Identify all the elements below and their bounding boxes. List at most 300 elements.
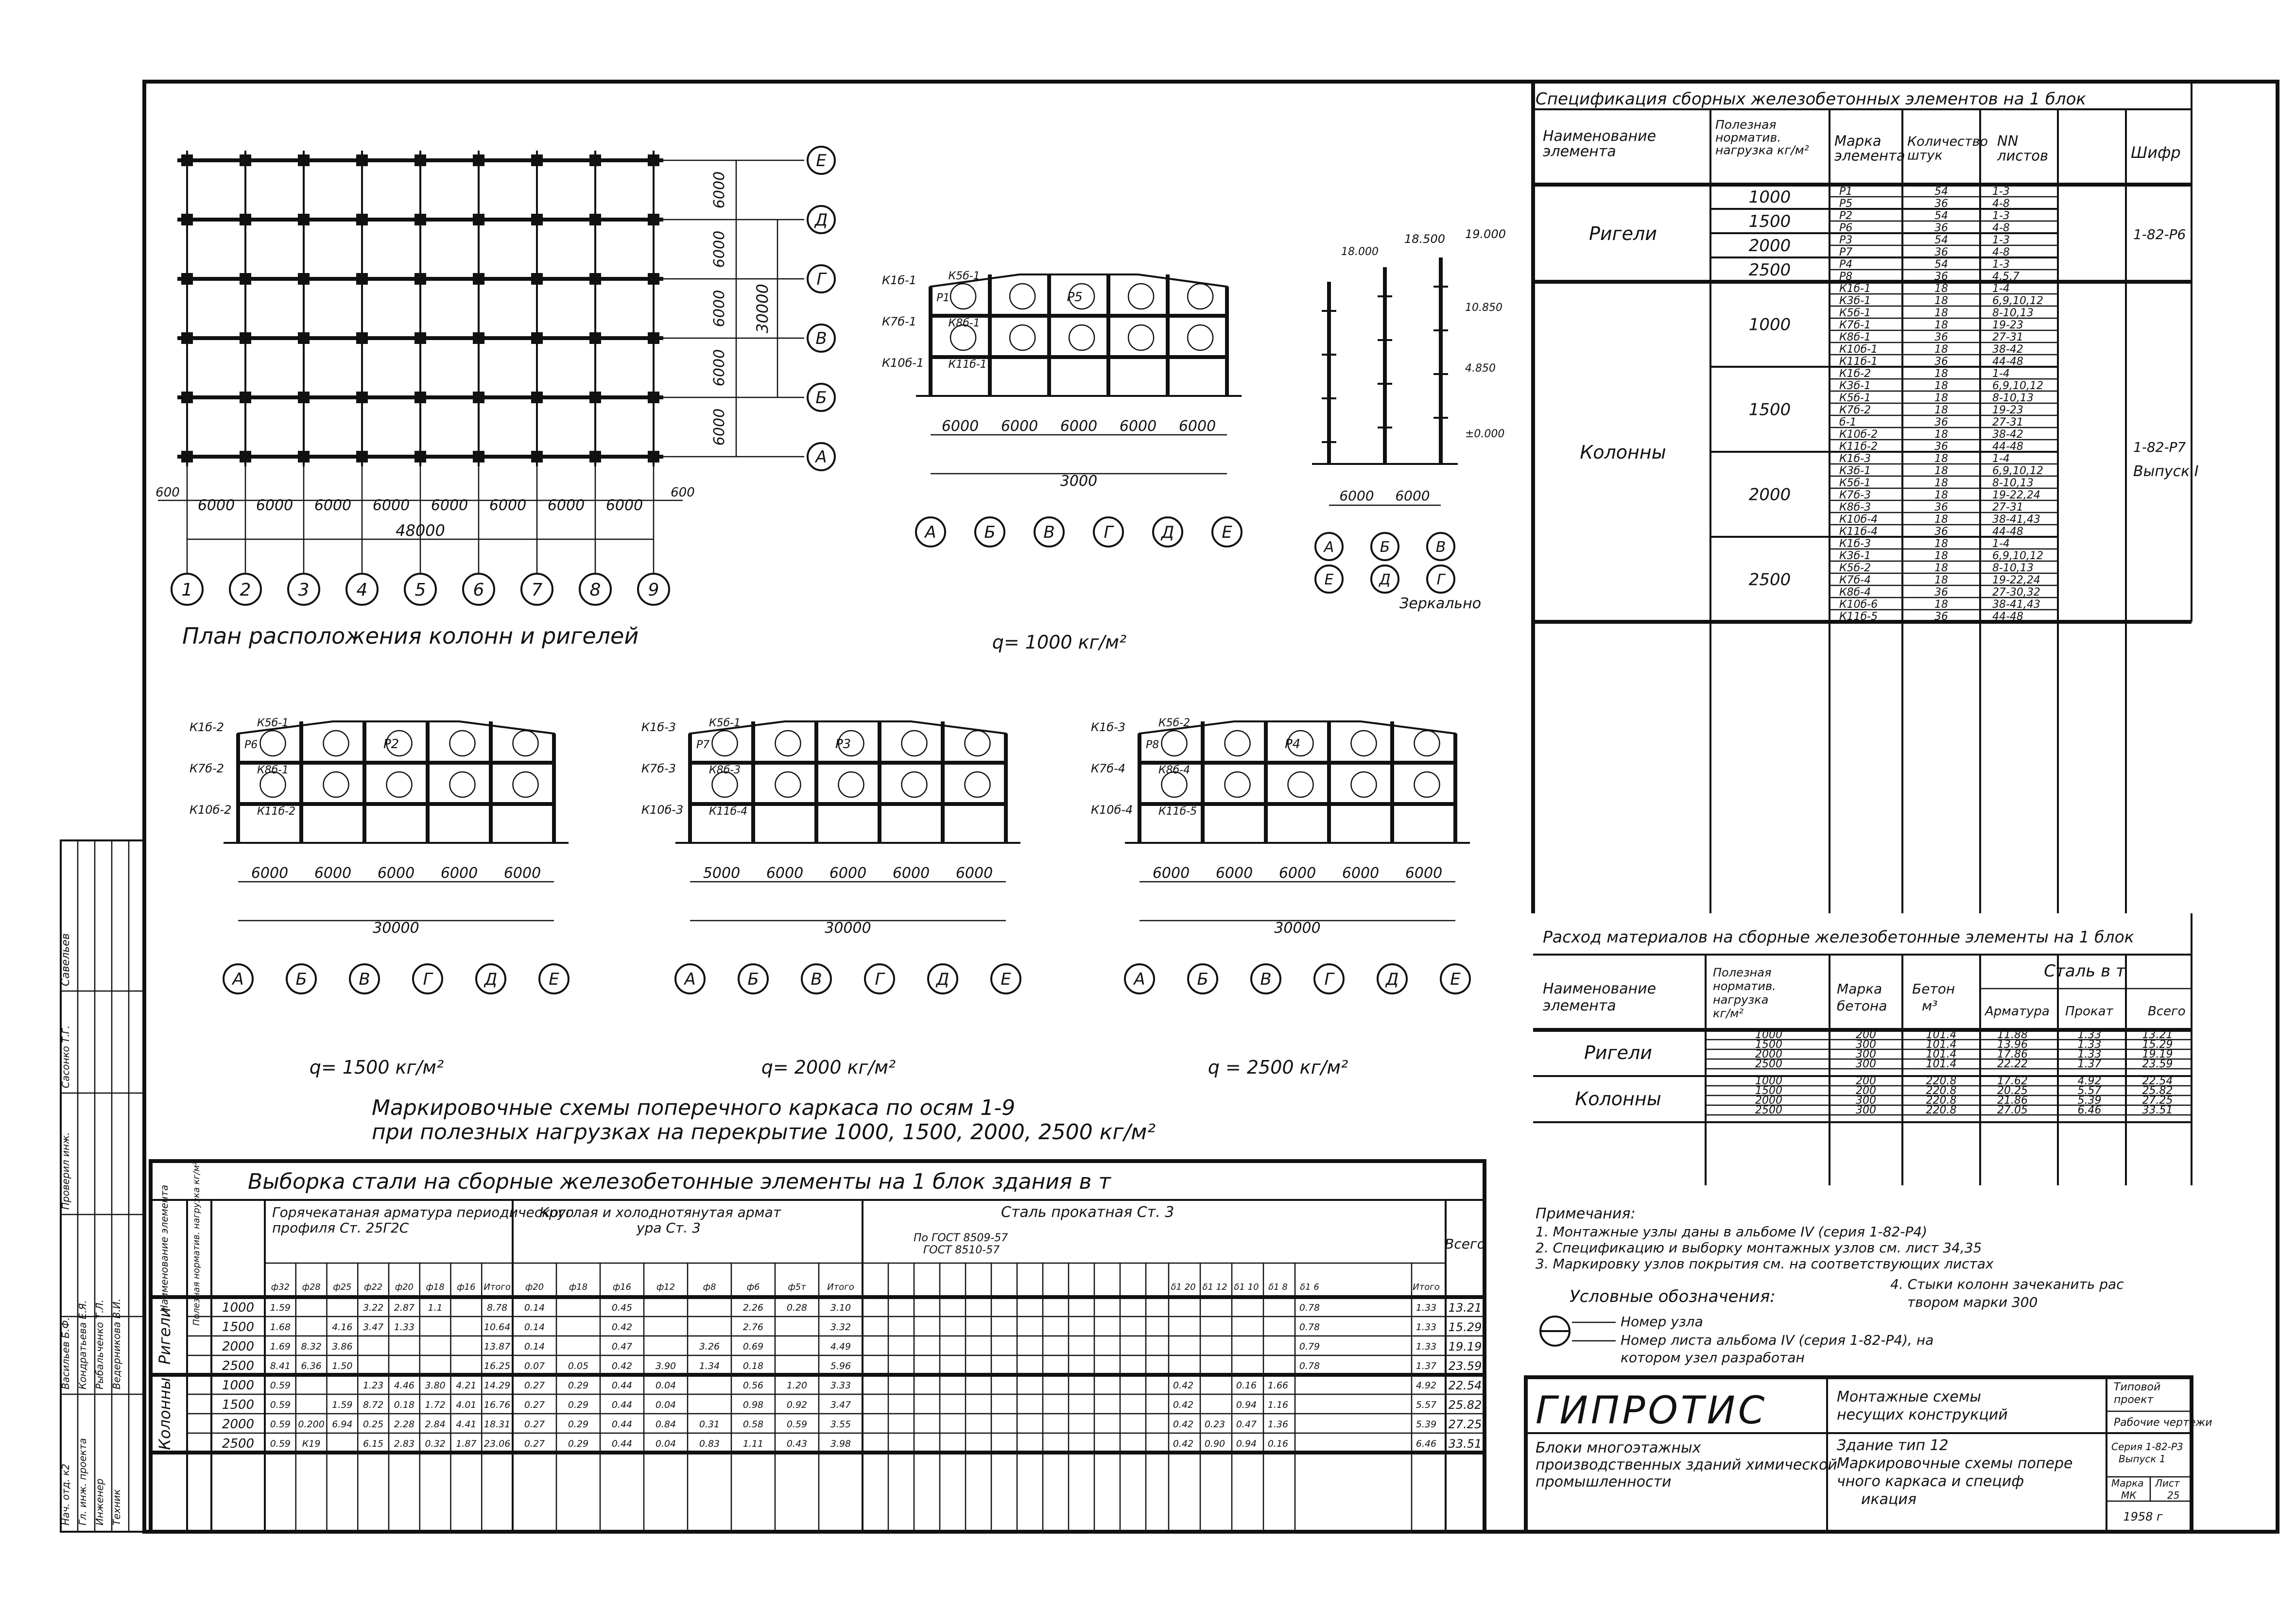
spec-cell-load: 2000 <box>1748 236 1791 256</box>
frame2-dim: 6000 <box>955 865 993 882</box>
steel-cell: 0.59 <box>270 1400 291 1410</box>
side-level: 18.500 <box>1404 232 1445 246</box>
frame3-dim: 6000 <box>1405 865 1443 882</box>
steel-sub-header: ф28 <box>302 1282 321 1292</box>
outer-border <box>144 82 2278 1532</box>
spec-cell-sheets: 8-10,13 <box>1992 562 2034 574</box>
steel-cell: 0.56 <box>742 1380 764 1391</box>
side-stamp-name: Васильев Б.Ф. <box>60 1317 71 1389</box>
steel-cell: 0.78 <box>1299 1322 1320 1333</box>
plan-col-axis-label: 8 <box>589 580 601 600</box>
side-dim: 6000 <box>1339 488 1374 504</box>
plan-column <box>181 332 193 344</box>
spec-cell-qty: 18 <box>1934 343 1948 356</box>
steel-cell: 0.94 <box>1236 1400 1257 1410</box>
mat-cell: 101.4 <box>1926 1029 1957 1041</box>
steel-cell: 0.16 <box>1267 1438 1289 1449</box>
stamp-title2: чного каркаса и специф <box>1837 1473 2024 1490</box>
steel-cell-load: 1500 <box>222 1398 255 1412</box>
plan-column <box>181 273 193 285</box>
plan-column <box>356 392 368 403</box>
plan-column <box>181 214 193 225</box>
stamp-marka: МК <box>2121 1489 2137 1501</box>
frame3-col-label: К11б-5 <box>1158 805 1197 818</box>
mat-cell: 300 <box>1856 1058 1876 1070</box>
steel-cell: 2.87 <box>394 1302 415 1313</box>
steel-cell: 1.1 <box>428 1302 443 1313</box>
spec-cell-sheets: 38-42 <box>1992 428 2023 441</box>
notes-title: Примечания: <box>1536 1205 1636 1222</box>
frame2-node-mark <box>776 772 801 797</box>
mat-cell: 1000 <box>1755 1029 1782 1041</box>
spec-cell-sheets: 4-8 <box>1992 222 2010 234</box>
frame1-node-mark <box>324 731 349 756</box>
steel-cell: 0.98 <box>742 1400 764 1410</box>
mat-cell: 1.33 <box>2077 1039 2102 1051</box>
spec-cell-qty: 18 <box>1934 295 1948 307</box>
plan-column <box>414 451 426 462</box>
mat-cell: 2500 <box>1755 1058 1782 1070</box>
steel-cell-load: 1000 <box>222 1300 255 1315</box>
steel-cell: 14.29 <box>483 1380 511 1391</box>
mat-cell: 20.25 <box>1997 1085 2028 1097</box>
steel-cell: 1.33 <box>1416 1322 1437 1333</box>
steel-sub-header: ф5т <box>788 1282 806 1292</box>
steel-cell: К19 <box>302 1438 321 1449</box>
steel-table <box>151 1161 1485 1532</box>
spec-header: листов <box>1997 147 2049 164</box>
steel-cell: 3.55 <box>830 1419 851 1430</box>
steel-cell: 3.33 <box>830 1380 851 1391</box>
steel-cell: 1.68 <box>270 1322 291 1333</box>
frame2-col-label: К8б-3 <box>709 764 741 776</box>
spec-cell-mark: К3б-1 <box>1839 380 1871 392</box>
frame3-col-label: К7б-4 <box>1091 762 1126 775</box>
plan-column <box>531 154 543 166</box>
steel-cell: 0.78 <box>1299 1302 1320 1313</box>
spec-cell-load: 2500 <box>1748 260 1791 280</box>
steel-cell: 8.72 <box>363 1400 384 1410</box>
column-plan <box>155 147 835 649</box>
plan-col-axis-label: 3 <box>298 580 310 600</box>
steel-cell: 0.42 <box>1173 1380 1194 1391</box>
mat-cell: 2000 <box>1755 1095 1782 1107</box>
plan-dim-y: 6000 <box>711 349 728 387</box>
spec-header: нагрузка кг/м² <box>1715 143 1809 157</box>
frame1-axis-label: В <box>359 970 370 990</box>
steel-cell: 13.87 <box>483 1341 511 1352</box>
frame1-node-mark <box>387 772 412 797</box>
spec-cell-qty: 18 <box>1934 477 1948 489</box>
steel-cell: 0.59 <box>270 1438 291 1449</box>
spec-cell-mark: Р3 <box>1839 234 1853 246</box>
frame1-dim: 6000 <box>503 865 541 882</box>
sheet-border <box>144 82 2278 1532</box>
frame2-axis-label: Г <box>875 970 884 990</box>
frame2-col-label: К11б-4 <box>709 805 748 818</box>
steel-cell: 0.42 <box>1173 1419 1194 1430</box>
steel-cell-load: 1500 <box>222 1320 255 1334</box>
stamp-series: Серия 1-82-Р3 <box>2111 1441 2183 1453</box>
mat-header: Арматура <box>1985 1004 2050 1019</box>
spec-cell-sheets: 4-8 <box>1992 198 2010 210</box>
steel-cell: 0.44 <box>611 1438 633 1449</box>
spec-cell-sheets: 38-41,43 <box>1992 599 2040 611</box>
steel-cell: 0.29 <box>568 1419 589 1430</box>
plan-row-axis-label: Д <box>814 210 828 230</box>
frame3-node-mark <box>1225 731 1250 756</box>
steel-cell: 4.46 <box>394 1380 415 1391</box>
steel-group-name: Ригели <box>155 1307 174 1365</box>
legend-item: котором узел разработан <box>1621 1350 1805 1366</box>
spec-cell-sheets: 44-48 <box>1992 441 2023 453</box>
steel-header: Полезная норматив. нагрузка кг/м² <box>191 1162 202 1326</box>
steel-header: ГОСТ 8510-57 <box>923 1244 1000 1256</box>
side-level: 4.850 <box>1465 362 1496 375</box>
spec-cell-qty: 36 <box>1934 501 1948 513</box>
steel-cell: 0.44 <box>611 1380 633 1391</box>
note-item: 4. Стыки колонн зачеканить рас <box>1890 1276 2124 1292</box>
spec-table <box>1533 82 2199 913</box>
frame3-col-label: К8б-4 <box>1158 764 1191 776</box>
spec-shifr: 1-82-Р7 <box>2133 439 2186 455</box>
steel-cell: 3.47 <box>363 1322 384 1333</box>
plan-col-axis-label: 5 <box>414 580 426 600</box>
frame2-node-mark <box>902 731 927 756</box>
mat-cell: 1.33 <box>2077 1048 2102 1061</box>
side-stamp-role: Гл. инж. проекта <box>77 1438 88 1525</box>
steel-cell: 23.06 <box>483 1438 511 1449</box>
steel-sub-header: ф8 <box>703 1282 716 1292</box>
frame1-node-mark <box>513 772 538 797</box>
steel-cell: 0.18 <box>742 1361 764 1371</box>
frame1-dim: 6000 <box>251 865 289 882</box>
frame2-axis-label: Д <box>936 970 949 990</box>
spec-cell-qty: 54 <box>1934 234 1948 246</box>
frame3-axis-label: Б <box>1197 970 1208 990</box>
steel-cell: 1.37 <box>1416 1361 1437 1371</box>
steel-cell: 4.49 <box>830 1341 851 1352</box>
mat-cell: 1.33 <box>2077 1029 2102 1041</box>
note-item: 3. Маркировку узлов покрытия см. на соответствующих листах <box>1536 1256 1994 1272</box>
spec-cell-mark: К3б-1 <box>1839 295 1871 307</box>
plan-column <box>648 214 659 225</box>
mat-cell: 200 <box>1856 1029 1876 1041</box>
plan-row-axis-label: Е <box>816 151 827 171</box>
spec-cell-mark: К11б-2 <box>1839 441 1878 453</box>
steel-group-name: Колонны <box>155 1377 174 1450</box>
spec-cell-sheets: 27-30,32 <box>1992 586 2040 599</box>
plan-column <box>298 273 310 285</box>
frame2-beam-label: Р7 <box>696 739 710 751</box>
plan-col-axis-label: 1 <box>181 580 193 600</box>
steel-cell: 6.15 <box>363 1438 384 1449</box>
mat-cell: 1.37 <box>2077 1058 2102 1070</box>
frame1000-node-mark <box>950 284 976 309</box>
mat-cell: 300 <box>1856 1048 1876 1061</box>
steel-cell: 1.11 <box>742 1438 764 1449</box>
spec-group-name: Ригели <box>1589 223 1657 244</box>
stamp-type: Рабочие чертежи <box>2114 1417 2212 1429</box>
spec-cell-qty: 18 <box>1934 465 1948 477</box>
spec-group-name: Колонны <box>1580 442 1666 463</box>
steel-cell: 0.79 <box>1299 1341 1320 1352</box>
spec-cell-qty: 18 <box>1934 550 1948 562</box>
spec-cell-qty: 18 <box>1934 404 1948 416</box>
plan-column <box>240 273 251 285</box>
steel-cell: 8.78 <box>486 1302 508 1313</box>
steel-cell: 0.94 <box>1236 1438 1257 1449</box>
steel-cell: 2.84 <box>425 1419 446 1430</box>
steel-cell: 1.59 <box>332 1400 353 1410</box>
steel-cell: 0.42 <box>1173 1438 1194 1449</box>
plan-column <box>473 154 484 166</box>
spec-cell-sheets: 8-10,13 <box>1992 477 2034 489</box>
spec-cell-mark: К11б-4 <box>1839 526 1878 538</box>
frame2-node-mark <box>776 731 801 756</box>
plan-column <box>589 332 601 344</box>
plan-column <box>589 273 601 285</box>
side-level: ±0.000 <box>1465 428 1505 440</box>
plan-caption: План расположения колонн и ригелей <box>182 623 639 649</box>
steel-cell: 5.39 <box>1416 1419 1437 1430</box>
steel-cell: 1.33 <box>394 1322 415 1333</box>
steel-cell: 1.69 <box>270 1341 291 1352</box>
plan-column <box>414 392 426 403</box>
frame2-dim: 6000 <box>892 865 930 882</box>
plan-column <box>356 273 368 285</box>
frame1000-total: 3000 <box>1060 473 1098 490</box>
frame3-load-caption: q = 2500 кг/м² <box>1208 1057 1348 1078</box>
steel-header: Всего <box>1445 1236 1485 1252</box>
steel-cell: 0.29 <box>568 1438 589 1449</box>
spec-cell-mark: К10б-4 <box>1839 513 1878 526</box>
plan-row-axis-label: В <box>815 329 827 349</box>
mat-cell: 21.86 <box>1997 1095 2028 1107</box>
steel-cell: 0.47 <box>1236 1419 1257 1430</box>
legend-item: Номер узла <box>1621 1314 1703 1330</box>
frame2-total: 30000 <box>825 920 871 937</box>
mat-cell: 1000 <box>1755 1075 1782 1087</box>
plan-column <box>240 392 251 403</box>
spec-cell-mark: К5б-1 <box>1839 392 1871 404</box>
side-level: 18.000 <box>1341 246 1379 258</box>
plan-column <box>648 332 659 344</box>
steel-cell: 0.07 <box>524 1361 545 1371</box>
side-stamp-name: Кондратьева Е.Я. <box>77 1300 88 1389</box>
frame1-dim: 6000 <box>377 865 415 882</box>
steel-cell: 0.05 <box>568 1361 589 1371</box>
steel-header: профиля Ст. 25Г2С <box>272 1220 409 1236</box>
frame3-node-mark <box>1415 772 1440 797</box>
mat-header: Марка <box>1837 981 1882 997</box>
frame1-axis-label: Г <box>423 970 432 990</box>
steel-sub-header: ф12 <box>656 1282 675 1292</box>
spec-cell-mark: К5б-1 <box>1839 307 1871 319</box>
side-axis-label: Е <box>1324 571 1334 588</box>
mat-header: Бетон <box>1912 981 1955 997</box>
spec-cell-sheets: 27-31 <box>1992 331 2023 343</box>
plan-dim-x: 6000 <box>256 497 293 514</box>
steel-cell: 0.04 <box>655 1400 676 1410</box>
mat-cell: 22.22 <box>1997 1058 2028 1070</box>
plan-column <box>648 451 659 462</box>
note-item: твором марки 300 <box>1907 1294 2038 1310</box>
plan-column <box>648 154 659 166</box>
plan-column <box>414 214 426 225</box>
spec-cell-mark: К11б-1 <box>1839 356 1878 368</box>
steel-sub-header: ф18 <box>569 1282 588 1292</box>
spec-cell-sheets: 1-3 <box>1992 210 2010 222</box>
frame2-axis-label: Б <box>747 970 759 990</box>
spec-cell-qty: 18 <box>1934 538 1948 550</box>
frame1-node-mark <box>513 731 538 756</box>
steel-cell: 4.92 <box>1416 1380 1437 1391</box>
spec-cell-sheets: 1-3 <box>1992 258 2010 271</box>
frame2-load-caption: q= 2000 кг/м² <box>761 1057 896 1078</box>
steel-sub-header: δ1 8 <box>1268 1282 1288 1292</box>
spec-cell-mark: К7б-4 <box>1839 574 1871 586</box>
spec-cell-sheets: 1-4 <box>1992 538 2010 550</box>
plan-column <box>181 451 193 462</box>
spec-shifr: 1-82-Р6 <box>2133 226 2186 242</box>
stamp-series: Выпуск 1 <box>2119 1453 2166 1465</box>
plan-col-axis-label: 9 <box>648 580 659 600</box>
spec-cell-qty: 36 <box>1934 331 1948 343</box>
plan-column <box>298 332 310 344</box>
spec-cell-mark: К3б-1 <box>1839 465 1871 477</box>
spec-cell-mark: К10б-6 <box>1839 599 1878 611</box>
steel-cell: 0.43 <box>786 1438 808 1449</box>
plan-column <box>531 451 543 462</box>
steel-cell: 0.18 <box>394 1400 415 1410</box>
mat-cell: 15.29 <box>2142 1039 2173 1051</box>
steel-cell: 4.21 <box>456 1380 477 1391</box>
steel-cell: 0.16 <box>1236 1380 1257 1391</box>
steel-cell: 1.36 <box>1267 1419 1289 1430</box>
steel-cell: 0.59 <box>270 1380 291 1391</box>
stamp-type: Типовой <box>2114 1381 2161 1393</box>
steel-cell: 2.83 <box>394 1438 415 1449</box>
steel-cell-total: 15.29 <box>1448 1320 1482 1334</box>
stamp-list-label: Лист <box>2155 1477 2180 1489</box>
side-stamp-name: Рыбальченко Т.Л. <box>94 1300 105 1389</box>
steel-sub-header: δ1 6 <box>1300 1282 1319 1292</box>
plan-edge-right: 600 <box>671 485 695 500</box>
side-axis-label: Б <box>1380 538 1390 556</box>
plan-dim-x: 6000 <box>547 497 585 514</box>
side-axis-label: Д <box>1379 571 1391 588</box>
frame1000-node-mark <box>1188 284 1213 309</box>
spec-cell-mark: К8б-3 <box>1839 501 1871 513</box>
steel-cell: 0.04 <box>655 1438 676 1449</box>
mat-cell: 220.8 <box>1926 1104 1957 1116</box>
legend-item: Номер листа альбома IV (серия 1-82-Р4), на <box>1621 1332 1934 1348</box>
steel-cell: 16.25 <box>483 1361 511 1371</box>
frame2-col-label: К10б-3 <box>641 803 684 817</box>
frame1000-axis-label: Б <box>984 523 996 543</box>
stamp-title2: Здание тип 12 <box>1837 1437 1949 1454</box>
steel-cell: 0.28 <box>786 1302 808 1313</box>
steel-cell: 0.59 <box>786 1419 808 1430</box>
spec-cell-sheets: 4-8 <box>1992 246 2010 258</box>
frame3-beam-label: Р8 <box>1146 739 1159 751</box>
spec-cell-qty: 36 <box>1934 356 1948 368</box>
steel-cell: 1.50 <box>332 1361 353 1371</box>
plan-col-axis-label: 7 <box>531 580 543 600</box>
steel-cell: 1.20 <box>786 1380 808 1391</box>
steel-cell: 0.27 <box>524 1438 545 1449</box>
plan-column <box>356 214 368 225</box>
mat-cell: 300 <box>1856 1095 1876 1107</box>
frame3-axis-label: Г <box>1324 970 1334 990</box>
spec-cell-sheets: 38-41,43 <box>1992 513 2040 526</box>
spec-cell-sheets: 6,9,10,12 <box>1992 550 2043 562</box>
steel-cell: 0.200 <box>298 1419 325 1430</box>
stamp-block: Блоки многоэтажных <box>1536 1439 1701 1456</box>
spec-cell-sheets: 6,9,10,12 <box>1992 295 2043 307</box>
side-mirror-caption: Зеркально <box>1399 595 1482 612</box>
spec-cell-sheets: 19-22,24 <box>1992 489 2040 501</box>
frame1000-axis-label: Г <box>1104 523 1113 543</box>
spec-cell-qty: 36 <box>1934 586 1948 599</box>
plan-dim-x: 6000 <box>489 497 527 514</box>
steel-sub-header: ф25 <box>333 1282 352 1292</box>
spec-cell-load: 1000 <box>1748 315 1791 335</box>
frame3-col-label: К1б-3 <box>1091 720 1126 734</box>
mat-header: кг/м² <box>1713 1007 1744 1020</box>
frame1000-load-caption: q= 1000 кг/м² <box>992 632 1127 653</box>
spec-cell-sheets: 8-10,13 <box>1992 392 2034 404</box>
spec-cell-mark: К10б-2 <box>1839 428 1878 441</box>
spec-cell-mark: Р4 <box>1839 258 1853 271</box>
side-axis-label: В <box>1435 538 1446 556</box>
frame1-dim: 6000 <box>314 865 352 882</box>
steel-cell: 6.94 <box>332 1419 353 1430</box>
steel-cell: 3.98 <box>830 1438 851 1449</box>
spec-cell-load: 1000 <box>1748 188 1791 207</box>
mat-cell: 2000 <box>1755 1048 1782 1061</box>
frame3-dim: 6000 <box>1278 865 1316 882</box>
spec-cell-mark: К1б-3 <box>1839 538 1871 550</box>
spec-cell-sheets: 1-3 <box>1992 234 2010 246</box>
mat-header: норматив. <box>1713 979 1776 993</box>
frame1-node-mark <box>450 731 475 756</box>
plan-column <box>531 214 543 225</box>
materials-table <box>1533 913 2192 1185</box>
frame1000-node-mark <box>1069 325 1094 350</box>
steel-cell: 0.83 <box>699 1438 720 1449</box>
spec-cell-sheets: 19-23 <box>1992 404 2023 416</box>
frame1000-col-label: К8б-1 <box>948 317 980 329</box>
plan-col-axis-label: 4 <box>356 580 368 600</box>
frame2-col-label: К7б-3 <box>641 762 676 775</box>
steel-cell: 0.29 <box>568 1380 589 1391</box>
mat-cell: 101.4 <box>1926 1039 1957 1051</box>
spec-cell-qty: 18 <box>1934 392 1948 404</box>
spec-cell-sheets: 6,9,10,12 <box>1992 380 2043 392</box>
frame1000-axis-label: А <box>925 523 936 543</box>
frame2-node-mark <box>965 772 990 797</box>
frame1000-beam-label: Р5 <box>1067 290 1083 305</box>
steel-sub-header: δ1 20 <box>1171 1282 1196 1292</box>
mat-cell: 6.46 <box>2077 1104 2102 1116</box>
frame3-node-mark <box>1225 772 1250 797</box>
frame3-dim: 6000 <box>1215 865 1253 882</box>
note-item: 2. Спецификацию и выборку монтажных узлов см. лист 34,35 <box>1536 1240 1982 1256</box>
plan-dim-x: 6000 <box>605 497 643 514</box>
frame3-dim: 6000 <box>1152 865 1190 882</box>
